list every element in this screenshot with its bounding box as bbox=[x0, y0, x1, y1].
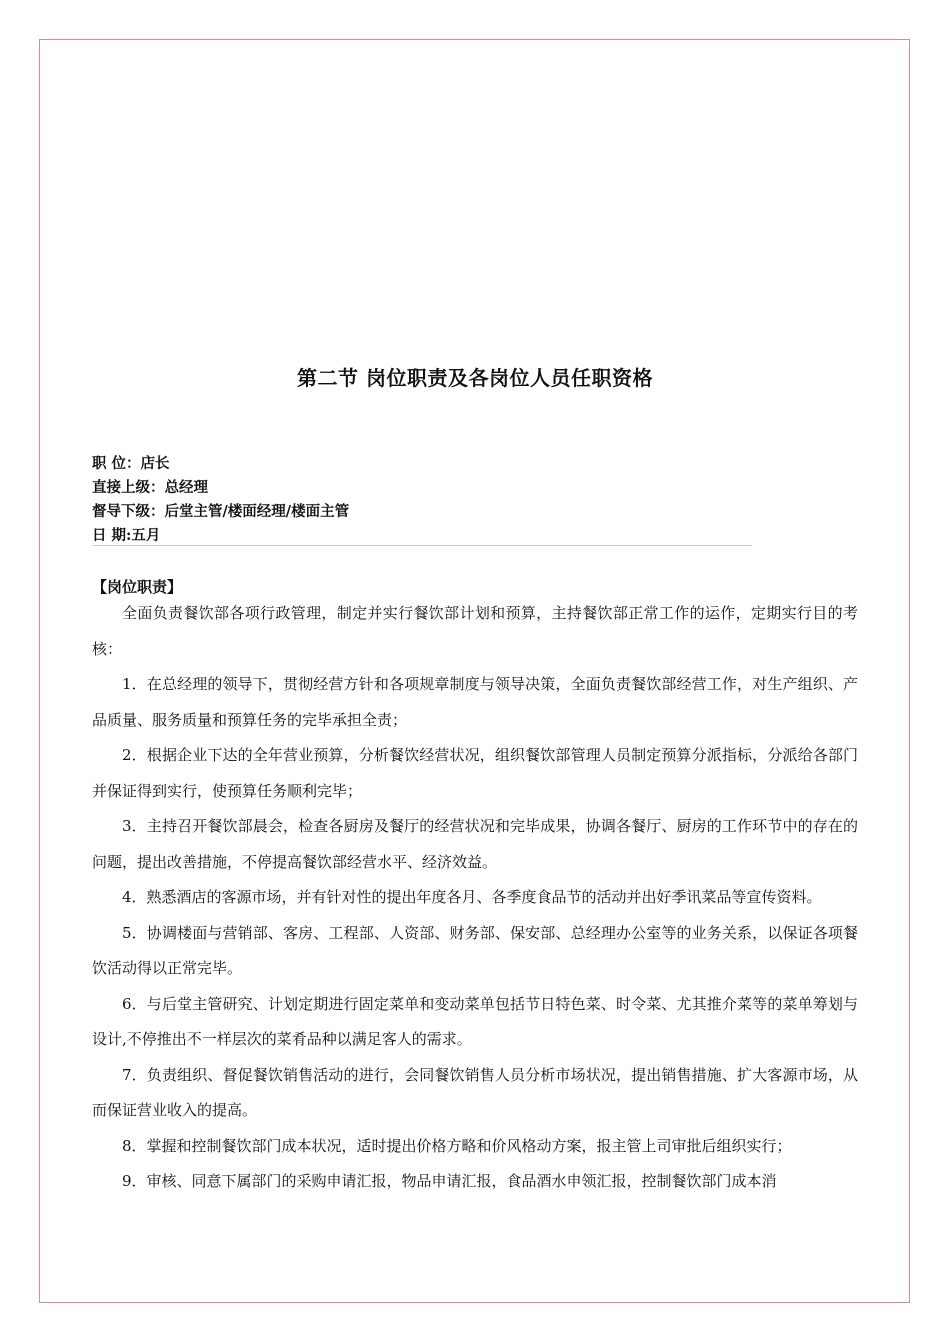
subordinates-field: 督导下级：后堂主管/楼面经理/楼面主管 bbox=[92, 503, 350, 520]
paragraph: 6．与后堂主管研究、计划定期进行固定菜单和变动菜单包括节日特色菜、时令菜、尤其推介菜等的菜单筹划与设计,不停推出不一样层次的菜肴品种以满足客人的需求。 bbox=[92, 994, 858, 1048]
divider bbox=[92, 545, 752, 546]
paragraph: 2．根据企业下达的全年营业预算，分析餐饮经营状况，组织餐饮部管理人员制定预算分派指标，分派给各部门并保证得到实行，使预算任务顺利完毕； bbox=[92, 746, 858, 800]
position-field: 职 位：店长 bbox=[92, 455, 170, 472]
paragraph: 1．在总经理的领导下，贯彻经营方针和各项规章制度与领导决策，全面负责餐饮部经营工作，对生产组织、产品质量、服务质量和预算任务的完毕承担全责； bbox=[92, 675, 858, 729]
paragraph: 7．负责组织、督促餐饮销售活动的进行，会同餐饮销售人员分析市场状况，提出销售措施、扩大客源市场，从而保证营业收入的提高。 bbox=[92, 1065, 858, 1119]
paragraph: 4．熟悉酒店的客源市场，并有针对性的提出年度各月、各季度食品节的活动并出好季讯菜品等宣传资料。 bbox=[122, 888, 822, 906]
supervisor-field: 直接上级：总经理 bbox=[92, 479, 208, 496]
paragraph: 5．协调楼面与营销部、客房、工程部、人资部、财务部、保安部、总经理办公室等的业务关系，以保证各项餐饮活动得以正常完毕。 bbox=[92, 923, 858, 977]
paragraph: 全面负责餐饮部各项行政管理，制定并实行餐饮部计划和预算，主持餐饮部正常工作的运作，定期实行目的考核： bbox=[92, 604, 858, 658]
paragraph: 9．审核、同意下属部门的采购申请汇报，物品申请汇报，食品酒水申领汇报，控制餐饮部门成本消 bbox=[122, 1172, 777, 1190]
duties-body bbox=[92, 596, 858, 1200]
position-info bbox=[92, 452, 752, 548]
paragraph: 3．主持召开餐饮部晨会，检查各厨房及餐厅的经营状况和完毕成果，协调各餐厅、厨房的工作环节中的存在的问题，提出改善措施，不停提高餐饮部经营水平、经济效益。 bbox=[92, 817, 858, 871]
paragraph: 8．掌握和控制餐饮部门成本状况，适时提出价格方略和价风格动方案，报主管上司审批后组织实行； bbox=[122, 1136, 792, 1155]
date-field: 日 期:五月 bbox=[92, 527, 161, 544]
section-heading: 【岗位职责】 bbox=[92, 578, 183, 596]
page-title: 第二节 岗位职责及各岗位人员任职资格 bbox=[297, 366, 653, 390]
